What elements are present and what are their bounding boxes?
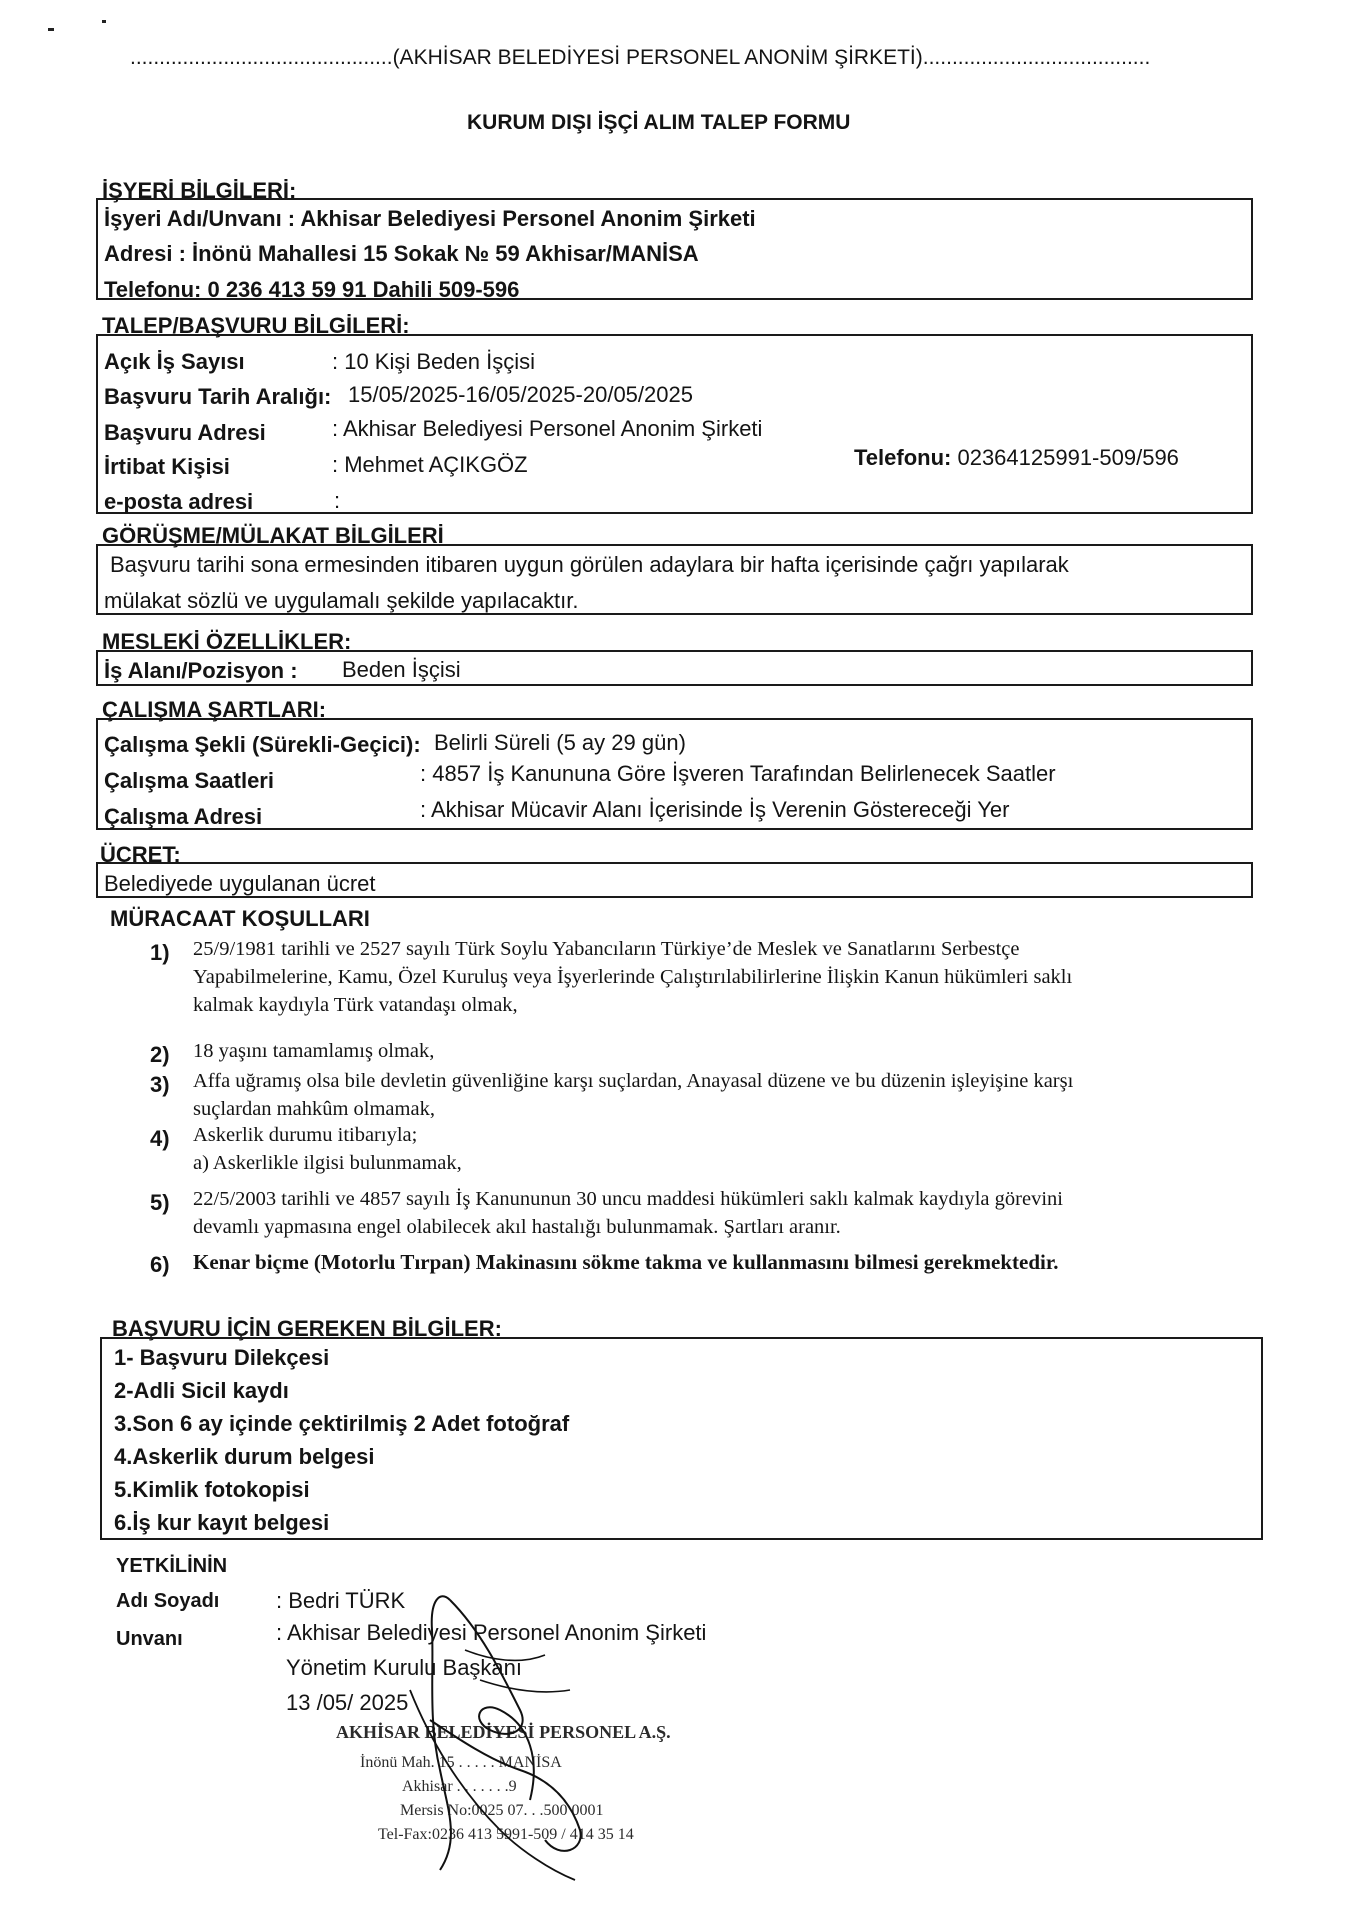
required-item: 4.Askerlik durum belgesi xyxy=(114,1444,375,1469)
work-address-value: : Akhisar Mücavir Alanı İçerisinde İş Verenin Göstereceği Yer xyxy=(420,797,1010,822)
stamp-line-4: Mersis No:0025 07. . .500 0001 xyxy=(400,1802,604,1819)
signature xyxy=(370,1570,670,1900)
application-address-label: Başvuru Adresi xyxy=(104,420,266,445)
condition-number: 4) xyxy=(150,1126,170,1151)
contact-phone xyxy=(854,445,1179,471)
interview-line-2: mülakat sözlü ve uygulamalı şekilde yapılacaktır. xyxy=(104,588,579,613)
required-item: 5.Kimlik fotokopisi xyxy=(114,1477,310,1502)
wage-heading: ÜCRET: xyxy=(100,842,181,867)
authority-title-value-2: Yönetim Kurulu Başkanı xyxy=(286,1655,523,1680)
condition-number: 3) xyxy=(150,1072,170,1097)
contact-label: İrtibat Kişisi xyxy=(104,454,230,479)
form-title: KURUM DIŞI İŞÇİ ALIM TALEP FORMU xyxy=(467,111,851,134)
workplace-heading: İŞYERİ BİLGİLERİ: xyxy=(102,178,297,203)
signature-stroke xyxy=(430,1720,581,1851)
condition-line: 25/9/1981 tarihli ve 2527 sayılı Türk Soylu Yabancıların Türkiye’de Meslek ve Sanatlarını Serbestçe xyxy=(193,938,1020,960)
position-label: İş Alanı/Pozisyon : xyxy=(104,658,298,683)
working-heading: ÇALIŞMA ŞARTLARI: xyxy=(102,697,327,722)
signature-stroke xyxy=(432,1596,451,1870)
condition-line: 22/5/2003 tarihli ve 4857 sayılı İş Kanununun 30 uncu maddesi hükümleri saklı kalmak kaydıyla görevini xyxy=(193,1188,1063,1210)
required-item: 3.Son 6 ay içinde çektirilmiş 2 Adet fotoğraf xyxy=(114,1411,570,1436)
interview-heading: GÖRÜŞME/MÜLAKAT BİLGİLERİ xyxy=(102,523,444,548)
condition-number: 6) xyxy=(150,1252,170,1277)
condition-line: 18 yaşını tamamlamış olmak, xyxy=(193,1040,435,1062)
stamp-line-2: İnönü Mah. 15 . . . . . MANİSA xyxy=(360,1754,562,1771)
application-heading: TALEP/BAŞVURU BİLGİLERİ: xyxy=(102,313,410,338)
work-address-label: Çalışma Adresi xyxy=(104,804,263,829)
condition-line: kalmak kaydıyla Türk vatandaşı olmak, xyxy=(193,994,518,1016)
position-value: Beden İşçisi xyxy=(342,657,461,682)
authority-heading: YETKİLİNİN xyxy=(116,1555,228,1577)
application-address-value: : Akhisar Belediyesi Personel Anonim Şirketi xyxy=(332,416,763,441)
condition-line: Affa uğramış olsa bile devletin güvenliğine karşı suçlardan, Anayasal düzene ve bu düzenin işleyişine karşı xyxy=(193,1070,1074,1092)
company-name: (AKHİSAR BELEDİYESİ PERSONEL ANONİM ŞİRKETİ) xyxy=(392,46,923,69)
dots-right: ....................................... xyxy=(922,46,1151,69)
condition-line: Kenar biçme (Motorlu Tırpan) Makinasını sökme takma ve kullanmasını bilmesi gerekmektedir. xyxy=(193,1250,1059,1274)
condition-number: 1) xyxy=(150,940,170,965)
workplace-address: Adresi : İnönü Mahallesi 15 Sokak № 59 Akhisar/MANİSA xyxy=(104,241,699,266)
date-range-label: Başvuru Tarih Aralığı: xyxy=(104,384,332,409)
condition-number: 5) xyxy=(150,1190,170,1215)
authority-date: 13 /05/ 2025 xyxy=(286,1690,409,1715)
scan-speck xyxy=(102,20,106,23)
email-value: : xyxy=(334,488,341,513)
profession-heading: MESLEKİ ÖZELLİKLER: xyxy=(102,629,352,654)
contact-phone-value: 02364125991-509/596 xyxy=(951,445,1179,470)
required-item: 1- Başvuru Dilekçesi xyxy=(114,1345,330,1370)
email-label: e-posta adresi xyxy=(104,489,254,514)
authority-name-label: Adı Soyadı xyxy=(116,1590,220,1612)
authority-title-value-1: : Akhisar Belediyesi Personel Anonim Şirketi xyxy=(276,1620,707,1645)
workplace-phone: Telefonu: 0 236 413 59 91 Dahili 509-596 xyxy=(104,277,520,302)
workplace-name: İşyeri Adı/Unvanı : Akhisar Belediyesi Personel Anonim Şirketi xyxy=(104,206,756,231)
work-type-label: Çalışma Şekli (Sürekli-Geçici): xyxy=(104,732,421,757)
work-hours-label: Çalışma Saatleri xyxy=(104,768,274,793)
required-item: 6.İş kur kayıt belgesi xyxy=(114,1510,330,1535)
interview-line-1: Başvuru tarihi sona ermesinden itibaren uygun görülen adaylara bir hafta içerisinde çağrı yapılarak xyxy=(110,552,1069,577)
company-line xyxy=(130,46,1150,70)
conditions-heading: MÜRACAAT KOŞULLARI xyxy=(110,906,370,931)
condition-line: Yapabilmelerine, Kamu, Özel Kuruluş veya İşyerlerinde Çalıştırılabilirlerine İlişkin Kanun hükümleri saklı xyxy=(193,966,1073,988)
work-type-value: Belirli Süreli (5 ay 29 gün) xyxy=(434,730,686,755)
open-jobs-value: : 10 Kişi Beden İşçisi xyxy=(332,349,535,374)
signature-stroke xyxy=(465,1650,570,1692)
open-jobs-label: Açık İş Sayısı xyxy=(104,349,245,374)
wage-value: Belediyede uygulanan ücret xyxy=(104,871,376,896)
stamp-line-5: Tel-Fax:0236 413 5991-509 / 414 35 14 xyxy=(378,1826,634,1843)
required-heading: BAŞVURU İÇİN GEREKEN BİLGİLER: xyxy=(112,1316,502,1341)
work-hours-value: : 4857 İş Kanununa Göre İşveren Tarafından Belirlenecek Saatler xyxy=(420,761,1056,786)
required-item: 2-Adli Sicil kaydı xyxy=(114,1378,289,1403)
authority-name-value: : Bedri TÜRK xyxy=(276,1588,406,1613)
contact-value: : Mehmet AÇIKGÖZ xyxy=(332,452,528,477)
authority-title-label: Unvanı xyxy=(116,1628,183,1650)
condition-line: Askerlik durumu itibarıyla; xyxy=(193,1124,418,1146)
date-range-value: 15/05/2025-16/05/2025-20/05/2025 xyxy=(348,382,693,407)
condition-number: 2) xyxy=(150,1042,170,1067)
condition-line: suçlardan mahkûm olmamak, xyxy=(193,1098,435,1120)
condition-line: devamlı yapmasına engel olabilecek akıl hastalığı bulunmamak. Şartları aranır. xyxy=(193,1216,841,1238)
dots-left: ............................................. xyxy=(130,46,393,69)
stamp-line-1: AKHİSAR BELEDİYESİ PERSONEL A.Ş. xyxy=(336,1722,671,1742)
stamp-line-3: Akhisar . . . . . . .9 xyxy=(402,1778,517,1795)
contact-phone-label: Telefonu: xyxy=(854,445,952,470)
condition-line: a) Askerlikle ilgisi bulunmamak, xyxy=(193,1152,462,1174)
scan-speck xyxy=(48,28,54,31)
